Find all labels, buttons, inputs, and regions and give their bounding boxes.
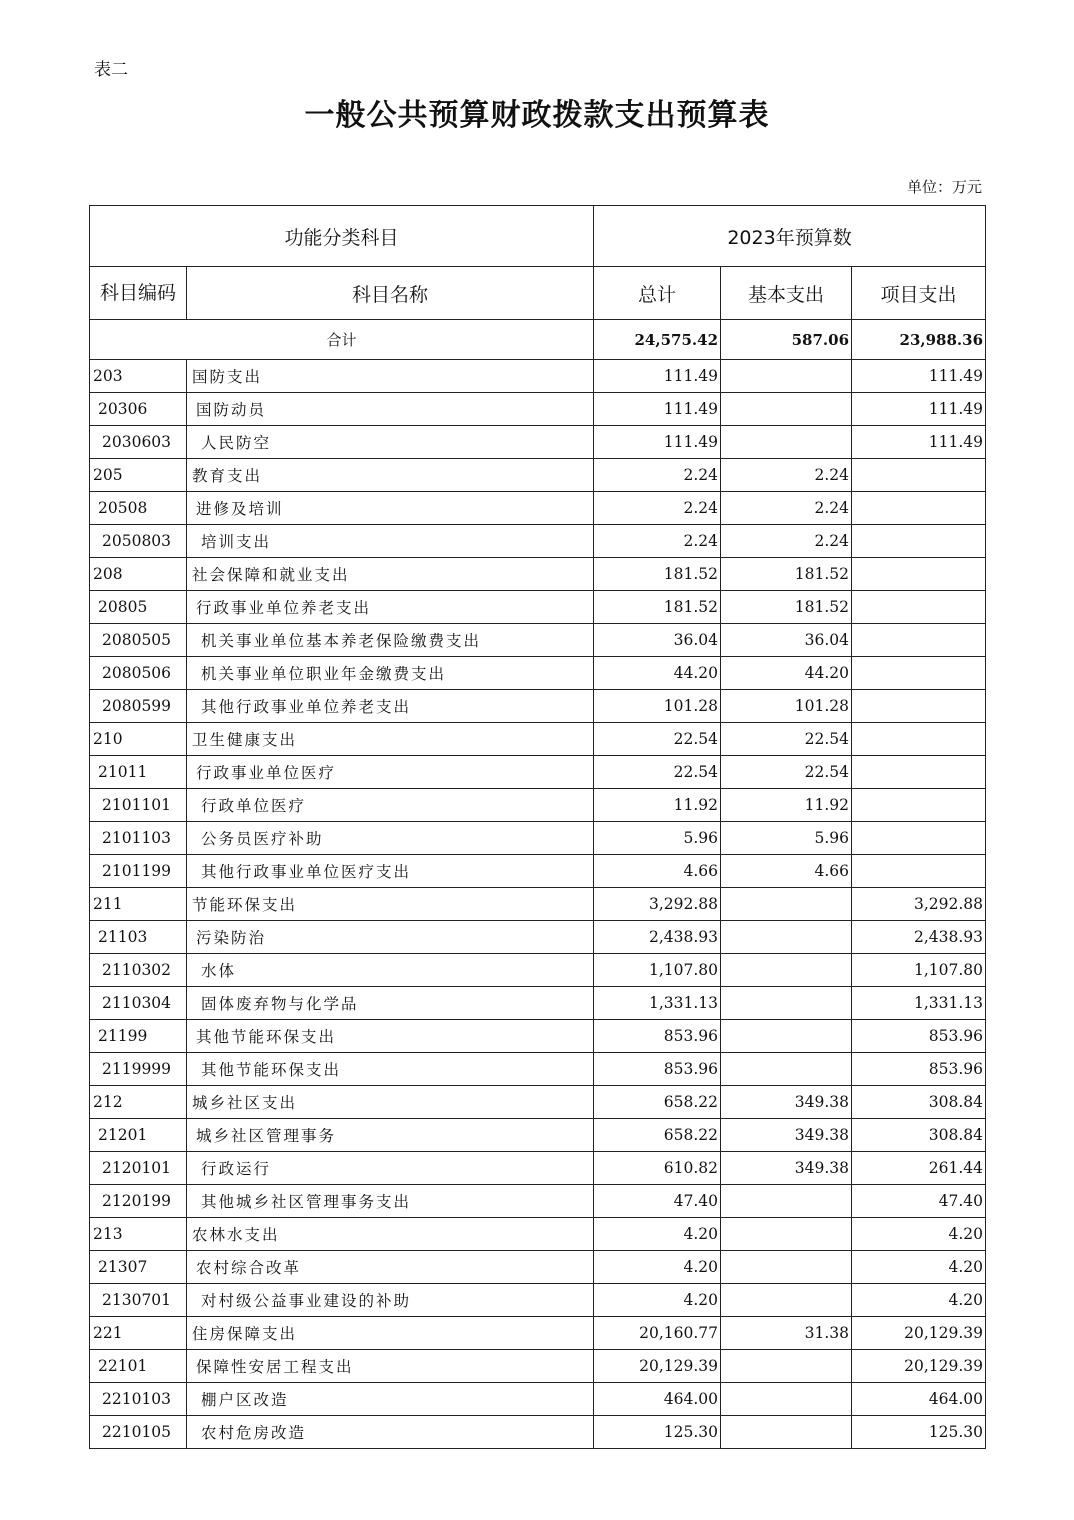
row-basic: 349.38 bbox=[721, 1086, 852, 1119]
table-row bbox=[90, 1119, 986, 1152]
row-basic: 11.92 bbox=[721, 789, 852, 822]
row-code: 208 bbox=[90, 558, 187, 591]
header-name: 科目名称 bbox=[187, 267, 594, 320]
row-project: 20,129.39 bbox=[852, 1317, 986, 1350]
table-row bbox=[90, 426, 986, 459]
row-total: 4.20 bbox=[594, 1251, 721, 1284]
row-project bbox=[852, 822, 986, 855]
table-row bbox=[90, 822, 986, 855]
row-basic: 181.52 bbox=[721, 591, 852, 624]
row-basic bbox=[721, 1185, 852, 1218]
table-row bbox=[90, 1317, 986, 1350]
row-name: 行政运行 bbox=[187, 1152, 594, 1185]
table-row bbox=[90, 1185, 986, 1218]
row-basic bbox=[721, 393, 852, 426]
row-project bbox=[852, 525, 986, 558]
row-total: 11.92 bbox=[594, 789, 721, 822]
row-code: 221 bbox=[90, 1317, 187, 1350]
row-basic: 31.38 bbox=[721, 1317, 852, 1350]
row-basic: 44.20 bbox=[721, 657, 852, 690]
row-basic bbox=[721, 1284, 852, 1317]
row-basic: 4.66 bbox=[721, 855, 852, 888]
row-total: 5.96 bbox=[594, 822, 721, 855]
row-project bbox=[852, 624, 986, 657]
row-code: 21011 bbox=[90, 756, 187, 789]
table-row bbox=[90, 1020, 986, 1053]
row-project: 3,292.88 bbox=[852, 888, 986, 921]
row-code: 20508 bbox=[90, 492, 187, 525]
table-row bbox=[90, 987, 986, 1020]
row-name: 机关事业单位基本养老保险缴费支出 bbox=[187, 624, 594, 657]
row-total: 1,331.13 bbox=[594, 987, 721, 1020]
row-total: 2.24 bbox=[594, 525, 721, 558]
row-name: 棚户区改造 bbox=[187, 1383, 594, 1416]
row-total: 610.82 bbox=[594, 1152, 721, 1185]
row-total: 125.30 bbox=[594, 1416, 721, 1449]
row-code: 205 bbox=[90, 459, 187, 492]
table-row bbox=[90, 888, 986, 921]
header-function-category: 功能分类科目 bbox=[90, 206, 594, 267]
row-basic bbox=[721, 1251, 852, 1284]
row-basic: 2.24 bbox=[721, 459, 852, 492]
row-total: 181.52 bbox=[594, 558, 721, 591]
row-basic bbox=[721, 360, 852, 393]
row-total: 20,160.77 bbox=[594, 1317, 721, 1350]
row-project bbox=[852, 459, 986, 492]
row-code: 21103 bbox=[90, 921, 187, 954]
row-code: 21307 bbox=[90, 1251, 187, 1284]
row-name: 农村综合改革 bbox=[187, 1251, 594, 1284]
row-basic bbox=[721, 888, 852, 921]
row-code: 2110304 bbox=[90, 987, 187, 1020]
table-row bbox=[90, 690, 986, 723]
row-project bbox=[852, 756, 986, 789]
row-total: 853.96 bbox=[594, 1020, 721, 1053]
row-name: 社会保障和就业支出 bbox=[187, 558, 594, 591]
row-total: 22.54 bbox=[594, 756, 721, 789]
row-name: 行政事业单位养老支出 bbox=[187, 591, 594, 624]
row-total: 47.40 bbox=[594, 1185, 721, 1218]
row-project: 261.44 bbox=[852, 1152, 986, 1185]
row-basic bbox=[721, 1383, 852, 1416]
row-total: 44.20 bbox=[594, 657, 721, 690]
row-total: 20,129.39 bbox=[594, 1350, 721, 1383]
row-project: 1,107.80 bbox=[852, 954, 986, 987]
row-total: 101.28 bbox=[594, 690, 721, 723]
row-name: 城乡社区支出 bbox=[187, 1086, 594, 1119]
row-name: 其他节能环保支出 bbox=[187, 1020, 594, 1053]
row-name: 其他城乡社区管理事务支出 bbox=[187, 1185, 594, 1218]
row-code: 22101 bbox=[90, 1350, 187, 1383]
row-project: 111.49 bbox=[852, 393, 986, 426]
row-project: 308.84 bbox=[852, 1086, 986, 1119]
table-number-label: 表二 bbox=[94, 60, 128, 80]
row-basic: 101.28 bbox=[721, 690, 852, 723]
row-code: 20306 bbox=[90, 393, 187, 426]
row-total: 853.96 bbox=[594, 1053, 721, 1086]
row-project: 4.20 bbox=[852, 1284, 986, 1317]
total-row bbox=[90, 320, 986, 360]
row-project: 464.00 bbox=[852, 1383, 986, 1416]
row-code: 2101199 bbox=[90, 855, 187, 888]
table-row bbox=[90, 954, 986, 987]
row-code: 213 bbox=[90, 1218, 187, 1251]
row-code: 212 bbox=[90, 1086, 187, 1119]
row-name: 国防动员 bbox=[187, 393, 594, 426]
row-code: 20805 bbox=[90, 591, 187, 624]
table-row bbox=[90, 1152, 986, 1185]
header-total: 总计 bbox=[594, 267, 721, 320]
row-code: 2130701 bbox=[90, 1284, 187, 1317]
table-row bbox=[90, 1251, 986, 1284]
row-name: 行政事业单位医疗 bbox=[187, 756, 594, 789]
table-row bbox=[90, 393, 986, 426]
row-total: 111.49 bbox=[594, 360, 721, 393]
table-row bbox=[90, 1350, 986, 1383]
table-row bbox=[90, 360, 986, 393]
table-row bbox=[90, 1284, 986, 1317]
row-total: 3,292.88 bbox=[594, 888, 721, 921]
row-basic bbox=[721, 1350, 852, 1383]
row-name: 人民防空 bbox=[187, 426, 594, 459]
row-basic: 22.54 bbox=[721, 723, 852, 756]
row-code: 2210105 bbox=[90, 1416, 187, 1449]
row-basic bbox=[721, 1416, 852, 1449]
row-project bbox=[852, 558, 986, 591]
row-code: 2080599 bbox=[90, 690, 187, 723]
table-row bbox=[90, 1218, 986, 1251]
row-basic: 2.24 bbox=[721, 492, 852, 525]
row-name: 行政单位医疗 bbox=[187, 789, 594, 822]
row-basic bbox=[721, 987, 852, 1020]
table-row bbox=[90, 789, 986, 822]
row-total: 4.20 bbox=[594, 1218, 721, 1251]
row-project bbox=[852, 855, 986, 888]
row-basic bbox=[721, 921, 852, 954]
row-total: 464.00 bbox=[594, 1383, 721, 1416]
row-name: 其他行政事业单位养老支出 bbox=[187, 690, 594, 723]
row-basic bbox=[721, 1218, 852, 1251]
row-code: 210 bbox=[90, 723, 187, 756]
row-project: 20,129.39 bbox=[852, 1350, 986, 1383]
row-name: 卫生健康支出 bbox=[187, 723, 594, 756]
row-name: 城乡社区管理事务 bbox=[187, 1119, 594, 1152]
row-name: 节能环保支出 bbox=[187, 888, 594, 921]
table-row bbox=[90, 723, 986, 756]
row-code: 2101101 bbox=[90, 789, 187, 822]
row-code: 2210103 bbox=[90, 1383, 187, 1416]
row-project bbox=[852, 591, 986, 624]
row-name: 污染防治 bbox=[187, 921, 594, 954]
row-project: 853.96 bbox=[852, 1053, 986, 1086]
row-name: 固体废弃物与化学品 bbox=[187, 987, 594, 1020]
total-project: 23,988.36 bbox=[852, 320, 986, 360]
row-total: 2,438.93 bbox=[594, 921, 721, 954]
row-basic bbox=[721, 954, 852, 987]
row-basic: 36.04 bbox=[721, 624, 852, 657]
row-name: 机关事业单位职业年金缴费支出 bbox=[187, 657, 594, 690]
row-project: 2,438.93 bbox=[852, 921, 986, 954]
total-amount: 24,575.42 bbox=[594, 320, 721, 360]
table-row bbox=[90, 525, 986, 558]
row-name: 农村危房改造 bbox=[187, 1416, 594, 1449]
row-total: 111.49 bbox=[594, 393, 721, 426]
row-total: 658.22 bbox=[594, 1086, 721, 1119]
row-total: 658.22 bbox=[594, 1119, 721, 1152]
row-code: 21199 bbox=[90, 1020, 187, 1053]
row-code: 2101103 bbox=[90, 822, 187, 855]
row-project: 111.49 bbox=[852, 360, 986, 393]
budget-table bbox=[89, 205, 986, 1449]
row-total: 2.24 bbox=[594, 459, 721, 492]
row-name: 其他行政事业单位医疗支出 bbox=[187, 855, 594, 888]
row-total: 2.24 bbox=[594, 492, 721, 525]
row-project bbox=[852, 789, 986, 822]
row-code: 2120199 bbox=[90, 1185, 187, 1218]
page-title: 一般公共预算财政拨款支出预算表 bbox=[304, 98, 770, 133]
total-label: 合计 bbox=[90, 320, 594, 360]
row-project: 308.84 bbox=[852, 1119, 986, 1152]
row-project: 4.20 bbox=[852, 1218, 986, 1251]
table-row bbox=[90, 657, 986, 690]
table-row bbox=[90, 459, 986, 492]
row-basic bbox=[721, 1020, 852, 1053]
row-code: 2080506 bbox=[90, 657, 187, 690]
row-total: 181.52 bbox=[594, 591, 721, 624]
row-basic: 2.24 bbox=[721, 525, 852, 558]
row-project bbox=[852, 657, 986, 690]
table-row bbox=[90, 1383, 986, 1416]
table-row bbox=[90, 624, 986, 657]
row-name: 农林水支出 bbox=[187, 1218, 594, 1251]
row-code: 2030603 bbox=[90, 426, 187, 459]
row-total: 1,107.80 bbox=[594, 954, 721, 987]
row-name: 保障性安居工程支出 bbox=[187, 1350, 594, 1383]
row-basic: 349.38 bbox=[721, 1119, 852, 1152]
header-project: 项目支出 bbox=[852, 267, 986, 320]
row-basic: 5.96 bbox=[721, 822, 852, 855]
row-name: 水体 bbox=[187, 954, 594, 987]
unit-label: 单位：万元 bbox=[906, 178, 982, 196]
row-project: 111.49 bbox=[852, 426, 986, 459]
row-total: 36.04 bbox=[594, 624, 721, 657]
header-code: 科目编码 bbox=[90, 267, 187, 320]
row-project: 853.96 bbox=[852, 1020, 986, 1053]
row-project: 47.40 bbox=[852, 1185, 986, 1218]
table-row bbox=[90, 1053, 986, 1086]
table-row bbox=[90, 591, 986, 624]
row-name: 进修及培训 bbox=[187, 492, 594, 525]
header-basic: 基本支出 bbox=[721, 267, 852, 320]
header-budget-year: 2023年预算数 bbox=[594, 206, 986, 267]
row-name: 公务员医疗补助 bbox=[187, 822, 594, 855]
table-row bbox=[90, 921, 986, 954]
row-code: 2080505 bbox=[90, 624, 187, 657]
row-name: 培训支出 bbox=[187, 525, 594, 558]
table-row bbox=[90, 558, 986, 591]
row-code: 203 bbox=[90, 360, 187, 393]
row-code: 211 bbox=[90, 888, 187, 921]
row-project bbox=[852, 690, 986, 723]
total-basic: 587.06 bbox=[721, 320, 852, 360]
row-code: 2120101 bbox=[90, 1152, 187, 1185]
row-total: 4.66 bbox=[594, 855, 721, 888]
table-row bbox=[90, 1086, 986, 1119]
table-row bbox=[90, 855, 986, 888]
row-project: 1,331.13 bbox=[852, 987, 986, 1020]
row-project bbox=[852, 492, 986, 525]
row-name: 其他节能环保支出 bbox=[187, 1053, 594, 1086]
row-total: 111.49 bbox=[594, 426, 721, 459]
row-name: 教育支出 bbox=[187, 459, 594, 492]
row-basic: 349.38 bbox=[721, 1152, 852, 1185]
row-basic bbox=[721, 1053, 852, 1086]
row-total: 22.54 bbox=[594, 723, 721, 756]
row-project bbox=[852, 723, 986, 756]
row-name: 住房保障支出 bbox=[187, 1317, 594, 1350]
row-code: 2119999 bbox=[90, 1053, 187, 1086]
row-name: 对村级公益事业建设的补助 bbox=[187, 1284, 594, 1317]
row-name: 国防支出 bbox=[187, 360, 594, 393]
row-code: 21201 bbox=[90, 1119, 187, 1152]
row-total: 4.20 bbox=[594, 1284, 721, 1317]
row-project: 125.30 bbox=[852, 1416, 986, 1449]
table-row bbox=[90, 1416, 986, 1449]
row-basic: 181.52 bbox=[721, 558, 852, 591]
row-basic: 22.54 bbox=[721, 756, 852, 789]
row-basic bbox=[721, 426, 852, 459]
row-project: 4.20 bbox=[852, 1251, 986, 1284]
table-row bbox=[90, 756, 986, 789]
row-code: 2110302 bbox=[90, 954, 187, 987]
row-code: 2050803 bbox=[90, 525, 187, 558]
table-row bbox=[90, 492, 986, 525]
